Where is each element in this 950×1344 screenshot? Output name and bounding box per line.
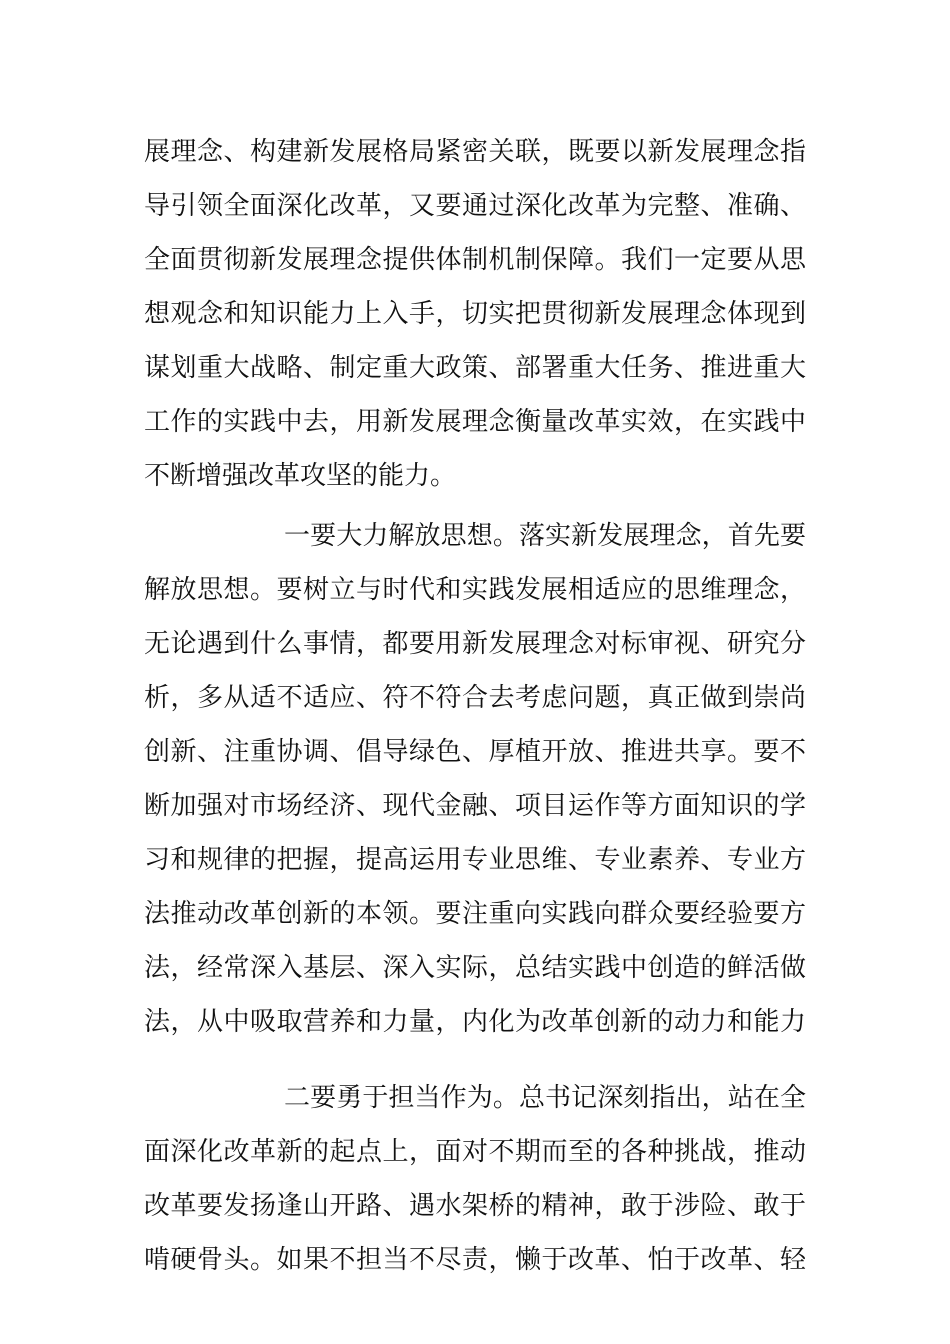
text-line: 面深化改革新的起点上，面对不期而至的各种挑战，推动 — [144, 1137, 806, 1167]
text-line: 导引领全面深化改革，又要通过深化改革为完整、准确、 — [144, 191, 806, 221]
text-line: 啃硬骨头。如果不担当不尽责，懒于改革、怕于改革、轻 — [144, 1245, 806, 1275]
text-line: 创新、注重协调、倡导绿色、厚植开放、推进共享。要不 — [144, 737, 806, 767]
text-line: 展理念、构建新发展格局紧密关联，既要以新发展理念指 — [144, 137, 806, 167]
text-line: 全面贯彻新发展理念提供体制机制保障。我们一定要从思 — [144, 245, 806, 275]
text-line: 法，从中吸取营养和力量，内化为改革创新的动力和能力 — [144, 1007, 806, 1037]
text-line: 法推动改革创新的本领。要注重向实践向群众要经验要方 — [144, 899, 806, 929]
text-line: 想观念和知识能力上入手，切实把贯彻新发展理念体现到 — [144, 299, 806, 329]
paragraph-heading-line: 二要勇于担当作为。总书记深刻指出，站在全 — [284, 1083, 806, 1113]
text-line: 改革要发扬逢山开路、遇水架桥的精神，敢于涉险、敢于 — [144, 1191, 806, 1221]
text-line: 习和规律的把握，提高运用专业思维、专业素养、专业方 — [144, 845, 806, 875]
text-line: 解放思想。要树立与时代和实践发展相适应的思维理念， — [144, 575, 806, 605]
text-line: 法，经常深入基层、深入实际，总结实践中创造的鲜活做 — [144, 953, 806, 983]
paragraph-heading-line: 一要大力解放思想。落实新发展理念，首先要 — [284, 521, 806, 551]
text-line: 析，多从适不适应、符不符合去考虑问题，真正做到崇尚 — [144, 683, 806, 713]
text-line: 工作的实践中去，用新发展理念衡量改革实效，在实践中 — [144, 407, 806, 437]
text-line: 无论遇到什么事情，都要用新发展理念对标审视、研究分 — [144, 629, 806, 659]
text-line: 不断增强改革攻坚的能力。 — [144, 461, 457, 491]
text-line: 断加强对市场经济、现代金融、项目运作等方面知识的学 — [144, 791, 806, 821]
text-line: 谋划重大战略、制定重大政策、部署重大任务、推进重大 — [144, 353, 806, 383]
